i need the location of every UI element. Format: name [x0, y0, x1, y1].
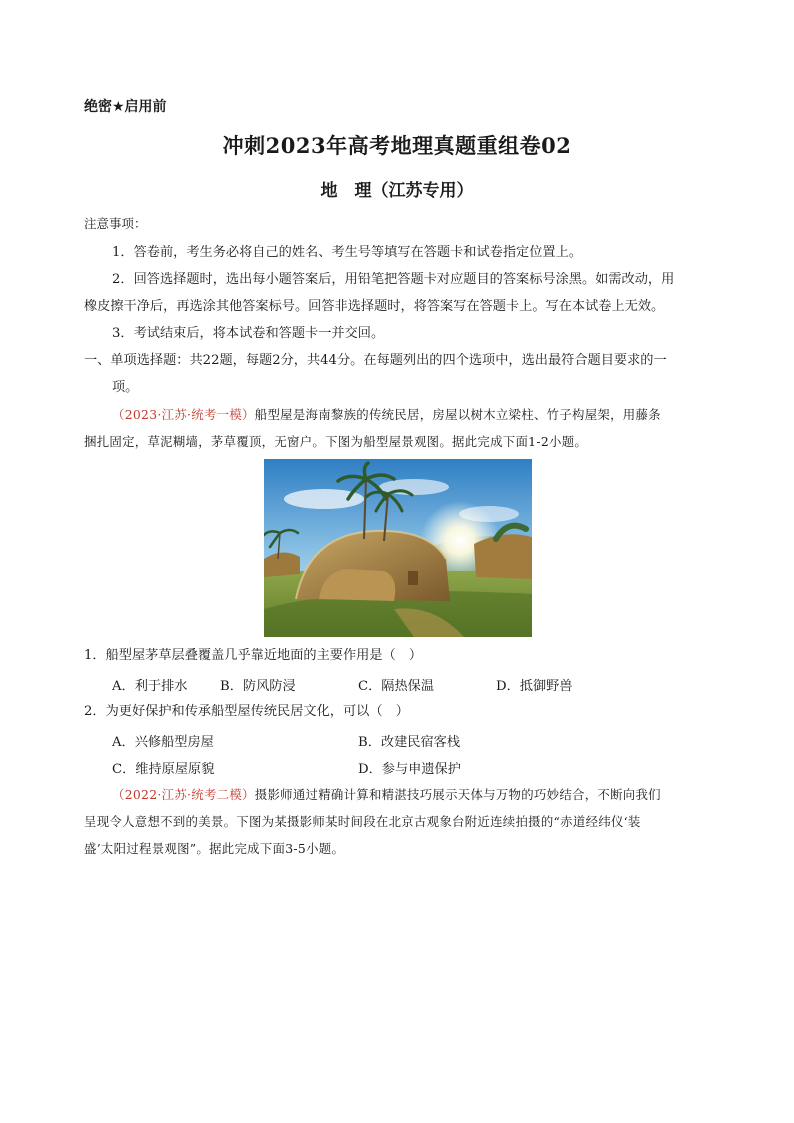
passage-2-line1: [112, 785, 661, 805]
passage-1-line2: 捆扎固定，草泥糊墙，茅草覆顶，无窗户。下图为船型屋景观图。据此完成下面1-2小题。: [84, 434, 588, 449]
section-heading-line1: 一、单项选择题：共22题，每题2分，共44分。在每题列出的四个选项中，选出最符合题目要求的一: [84, 353, 667, 368]
passage-2-line3: 盛’太阳过程景观图”。据此完成下面3-5小题。: [84, 841, 345, 856]
section-heading-line2: 项。: [112, 380, 139, 395]
question-2-option-b[interactable]: B．改建民宿客栈: [358, 735, 461, 750]
notice-heading: 注意事项：: [84, 216, 147, 231]
question-2-option-a[interactable]: A．兴修船型房屋: [112, 735, 214, 750]
notice-item-1: 1．答卷前，考生务必将自己的姓名、考生号等填写在答题卡和试卷指定位置上。: [112, 245, 582, 260]
notice-item-2a: 2．回答选择题时，选出每小题答案后，用铅笔把答题卡对应题目的答案标号涂黑。如需改动，用: [112, 272, 675, 287]
passage-2-line2: 呈现令人意想不到的美景。下图为某摄影师某时间段在北京古观象台附近连续拍摄的“赤道经纬仪‘装: [84, 814, 641, 829]
passage-1-source: （2023·江苏·统考一模）: [112, 407, 255, 422]
question-2-option-c[interactable]: C．维持原屋原貌: [112, 762, 215, 777]
question-1-stem: 1．船型屋茅草层叠覆盖几乎靠近地面的主要作用是（ ）: [84, 648, 423, 663]
question-1-option-d[interactable]: D．抵御野兽: [496, 679, 573, 694]
page-title: 冲刺2023年高考地理真题重组卷02: [222, 133, 572, 158]
passage-2-source: （2022·江苏·统考二模）: [112, 787, 255, 802]
notice-item-3: 3．考试结束后，将本试卷和答题卡一并交回。: [112, 326, 385, 341]
page-subtitle: 地 理（江苏专用）: [320, 181, 474, 201]
question-1-option-a[interactable]: A．利于排水: [112, 679, 188, 694]
notice-item-2b: 橡皮擦干净后，再选涂其他答案标号。回答非选择题时，将答案写在答题卡上。写在本试卷上无效。: [84, 299, 665, 314]
question-2-stem: 2．为更好保护和传承船型屋传统民居文化，可以（ ）: [84, 704, 409, 719]
question-1-option-c[interactable]: C．隔热保温: [358, 679, 435, 694]
confidential-mark: 绝密★启用前: [84, 99, 167, 115]
passage-2-text1: 摄影师通过精确计算和精湛技巧展示天体与万物的巧妙结合，不断向我们: [254, 787, 661, 802]
question-1-option-b[interactable]: B．防风防浸: [220, 679, 296, 694]
passage-1-text1: 船型屋是海南黎族的传统民居，房屋以树木立梁柱、竹子构屋架，用藤条: [254, 407, 661, 422]
question-2-option-d[interactable]: D．参与申遗保护: [358, 762, 461, 777]
boat-house-photo: [264, 459, 532, 637]
passage-1-line1: [112, 405, 661, 425]
